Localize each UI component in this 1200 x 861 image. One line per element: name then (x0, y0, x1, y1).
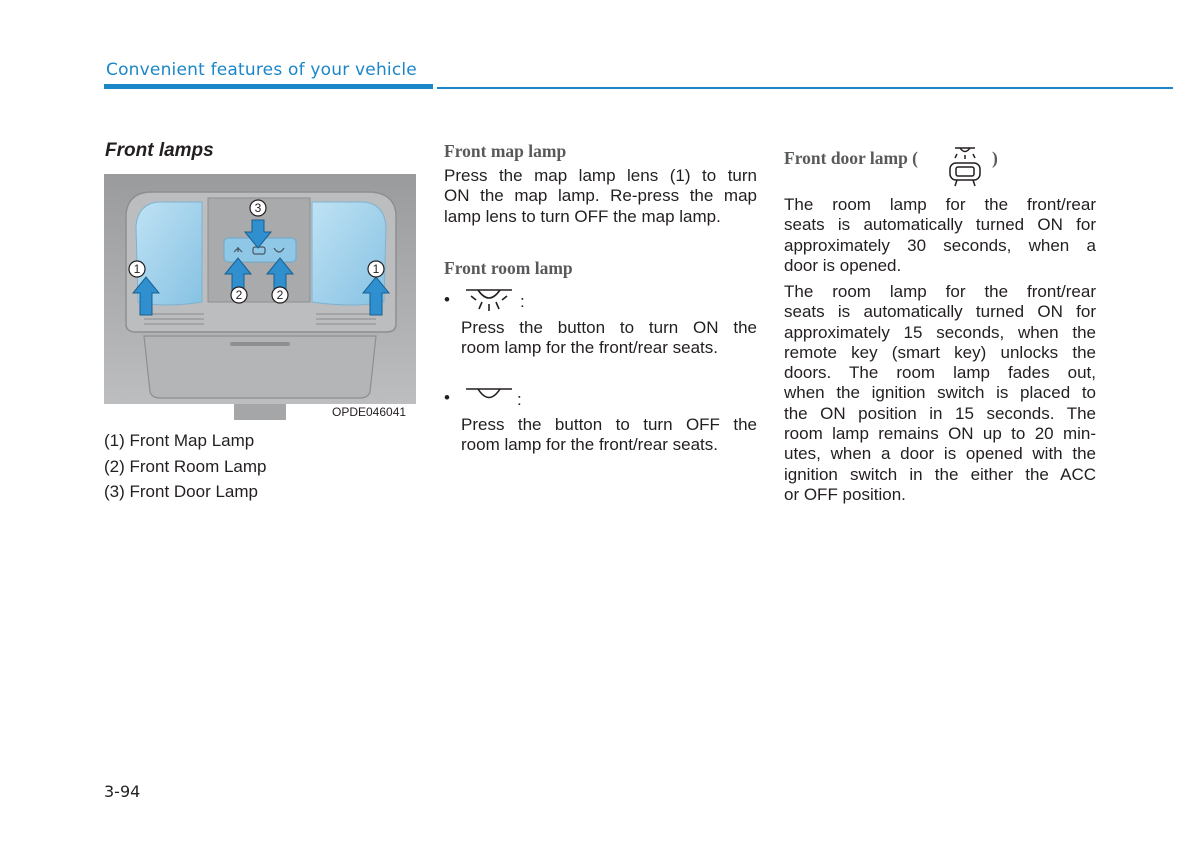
callout-2-left: 2 (235, 288, 243, 302)
bullet-room-off: • (444, 388, 450, 407)
heading-front-door-lamp-close: ) (992, 148, 998, 168)
callout-1-right: 1 (372, 262, 380, 276)
callout-3: 3 (254, 201, 262, 215)
room-off-text: Press the button to turn OFF the room lamp for the front/rear seats. (461, 415, 757, 455)
caption-front-room-lamp: (2) Front Room Lamp (104, 457, 267, 476)
door-lamp-icon (945, 144, 985, 193)
header-rule-thick (104, 84, 433, 89)
page-number: 3-94 (104, 782, 141, 801)
map-lamp-text: Press the map lamp lens (1) to turn ON the map lamp. Re-press the map lamp lens to turn OFF the map lamp. (444, 166, 757, 226)
callout-1-left: 1 (133, 262, 141, 276)
door-lamp-para-1: The room lamp for the front/rear seats is automatically turned ON for approximately 30 seconds, when a door is opened. (784, 195, 1096, 275)
running-header: Convenient features of your vehicle (106, 60, 417, 80)
caption-front-map-lamp: (1) Front Map Lamp (104, 431, 255, 450)
section-title: Front lamps (105, 140, 214, 161)
callout-2-right: 2 (276, 288, 284, 302)
heading-front-map-lamp: Front map lamp (444, 141, 567, 161)
bullet-room-on-colon: : (520, 292, 525, 311)
room-lamp-off-icon (464, 384, 514, 413)
caption-front-door-lamp: (3) Front Door Lamp (104, 482, 258, 501)
room-on-text: Press the button to turn ON the room lamp for the front/rear seats. (461, 318, 757, 358)
bullet-room-off-colon: : (517, 390, 522, 409)
bullet-room-on: • (444, 290, 450, 309)
heading-front-room-lamp: Front room lamp (444, 258, 573, 278)
room-lamp-on-icon (464, 284, 514, 319)
header-rule-thin (437, 87, 1173, 89)
heading-front-door-lamp: Front door lamp ( (784, 148, 919, 168)
overhead-console-figure (104, 174, 416, 420)
figure-code: OPDE046041 (332, 405, 407, 419)
door-lamp-para-2: The room lamp for the front/rear seats is automatically turned ON for approximately 15 seconds, when the remote key (smart key) unlocks the doors. The room lamp fades out, when the ignition switch is placed to the ON position in 15 seconds. The room lamp remains ON up to 20 min- utes, when a door is opened with the ignition switch in the either the ACC or OFF position. (784, 282, 1096, 504)
